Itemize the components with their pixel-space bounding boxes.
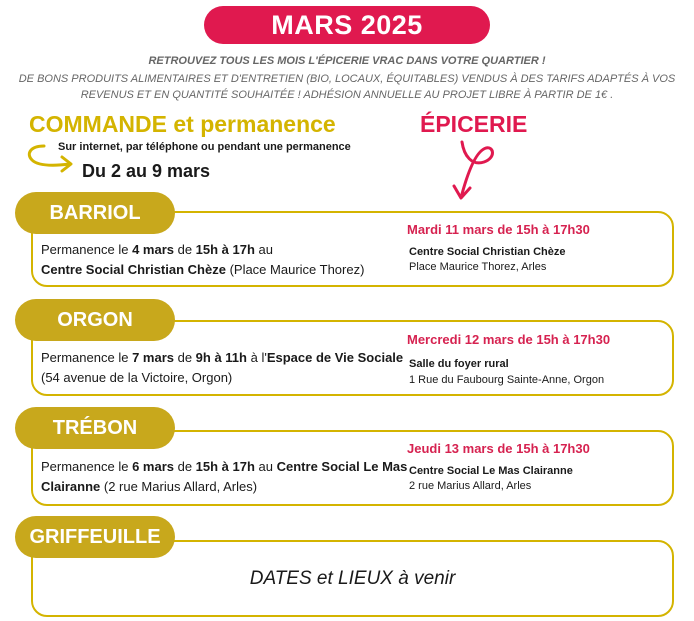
epicerie-date-trebon: Jeudi 13 mars de 15h à 17h30 <box>407 441 590 456</box>
intro-text <box>0 71 694 103</box>
perm-text-part: Permanence le <box>41 242 133 257</box>
perm-text-part: de <box>173 242 196 257</box>
perm-text-part: au <box>254 459 277 474</box>
perm-text-part: de <box>173 350 196 365</box>
perm-place: Espace de Vie Sociale <box>266 350 404 365</box>
epicerie-venue-orgon: Salle du foyer rural <box>409 358 509 370</box>
intro-line-3: REVENUS ET EN QUANTITÉ SOUHAITÉE ! ADHÉSION ANNUELLE AU PROJET LIBRE À PARTIR DE 1€ . <box>80 89 614 101</box>
perm-place: Centre Social Le Mas Clairanne <box>41 459 408 494</box>
griffeuille-tba: DATES et LIEUX à venir <box>249 568 456 589</box>
quartier-name-orgon: ORGON <box>15 299 175 341</box>
perm-time: 15h à 17h <box>195 459 255 474</box>
perm-time: 9h à 11h <box>195 350 247 365</box>
perm-time: 15h à 17h <box>195 242 255 257</box>
perm-place: Centre Social Christian Chèze <box>41 262 226 277</box>
perm-text-part: Permanence le <box>41 459 133 474</box>
commande-dates: Du 2 au 9 mars <box>82 161 211 181</box>
epicerie-address-barriol: Place Maurice Thorez, Arles <box>409 261 547 273</box>
perm-date: 7 mars <box>132 350 174 365</box>
commande-title: COMMANDE et permanence <box>29 111 336 137</box>
epicerie-venue-barriol: Centre Social Christian Chèze <box>409 246 566 258</box>
quartier-name-trebon: TRÉBON <box>15 407 175 449</box>
perm-text-part: de <box>173 459 196 474</box>
epicerie-address-orgon: 1 Rue du Faubourg Sainte-Anne, Orgon <box>409 374 605 386</box>
perm-text-part: Permanence le <box>41 350 133 365</box>
loop-arrow-icon <box>450 138 510 204</box>
permanence-text-orgon <box>41 348 411 388</box>
epicerie-date-barriol: Mardi 11 mars de 15h à 17h30 <box>407 222 590 237</box>
perm-date: 6 mars <box>132 459 174 474</box>
epicerie-address-trebon: 2 rue Marius Allard, Arles <box>409 480 532 492</box>
permanence-text-barriol <box>41 240 411 280</box>
perm-address: (Place Maurice Thorez) <box>225 262 365 277</box>
permanence-text-trebon <box>41 457 411 497</box>
perm-date: 4 mars <box>132 242 174 257</box>
commande-subtitle: Sur internet, par téléphone ou pendant une permanence <box>58 141 351 153</box>
page-title: MARS 2025 <box>204 6 490 44</box>
perm-address: (2 rue Marius Allard, Arles) <box>100 479 258 494</box>
perm-text-part: à l' <box>246 350 267 365</box>
epicerie-date-orgon: Mercredi 12 mars de 15h à 17h30 <box>407 332 611 347</box>
intro-line-2: DE BONS PRODUITS ALIMENTAIRES ET D'ENTRETIEN (BIO, LOCAUX, ÉQUITABLES) VENDUS À DES TARIFS ADAPTÉS À VOS <box>18 73 676 85</box>
perm-address: (54 avenue de la Victoire, Orgon) <box>41 370 233 385</box>
quartier-name-griffeuille: GRIFFEUILLE <box>15 516 175 558</box>
epicerie-title: ÉPICERIE <box>420 111 528 137</box>
intro-line-1: RETROUVEZ TOUS LES MOIS L'ÉPICERIE VRAC DANS VOTRE QUARTIER ! <box>148 55 546 67</box>
perm-text-part: au <box>254 242 274 257</box>
quartier-name-barriol: BARRIOL <box>15 192 175 234</box>
epicerie-venue-trebon: Centre Social Le Mas Clairanne <box>409 465 573 477</box>
